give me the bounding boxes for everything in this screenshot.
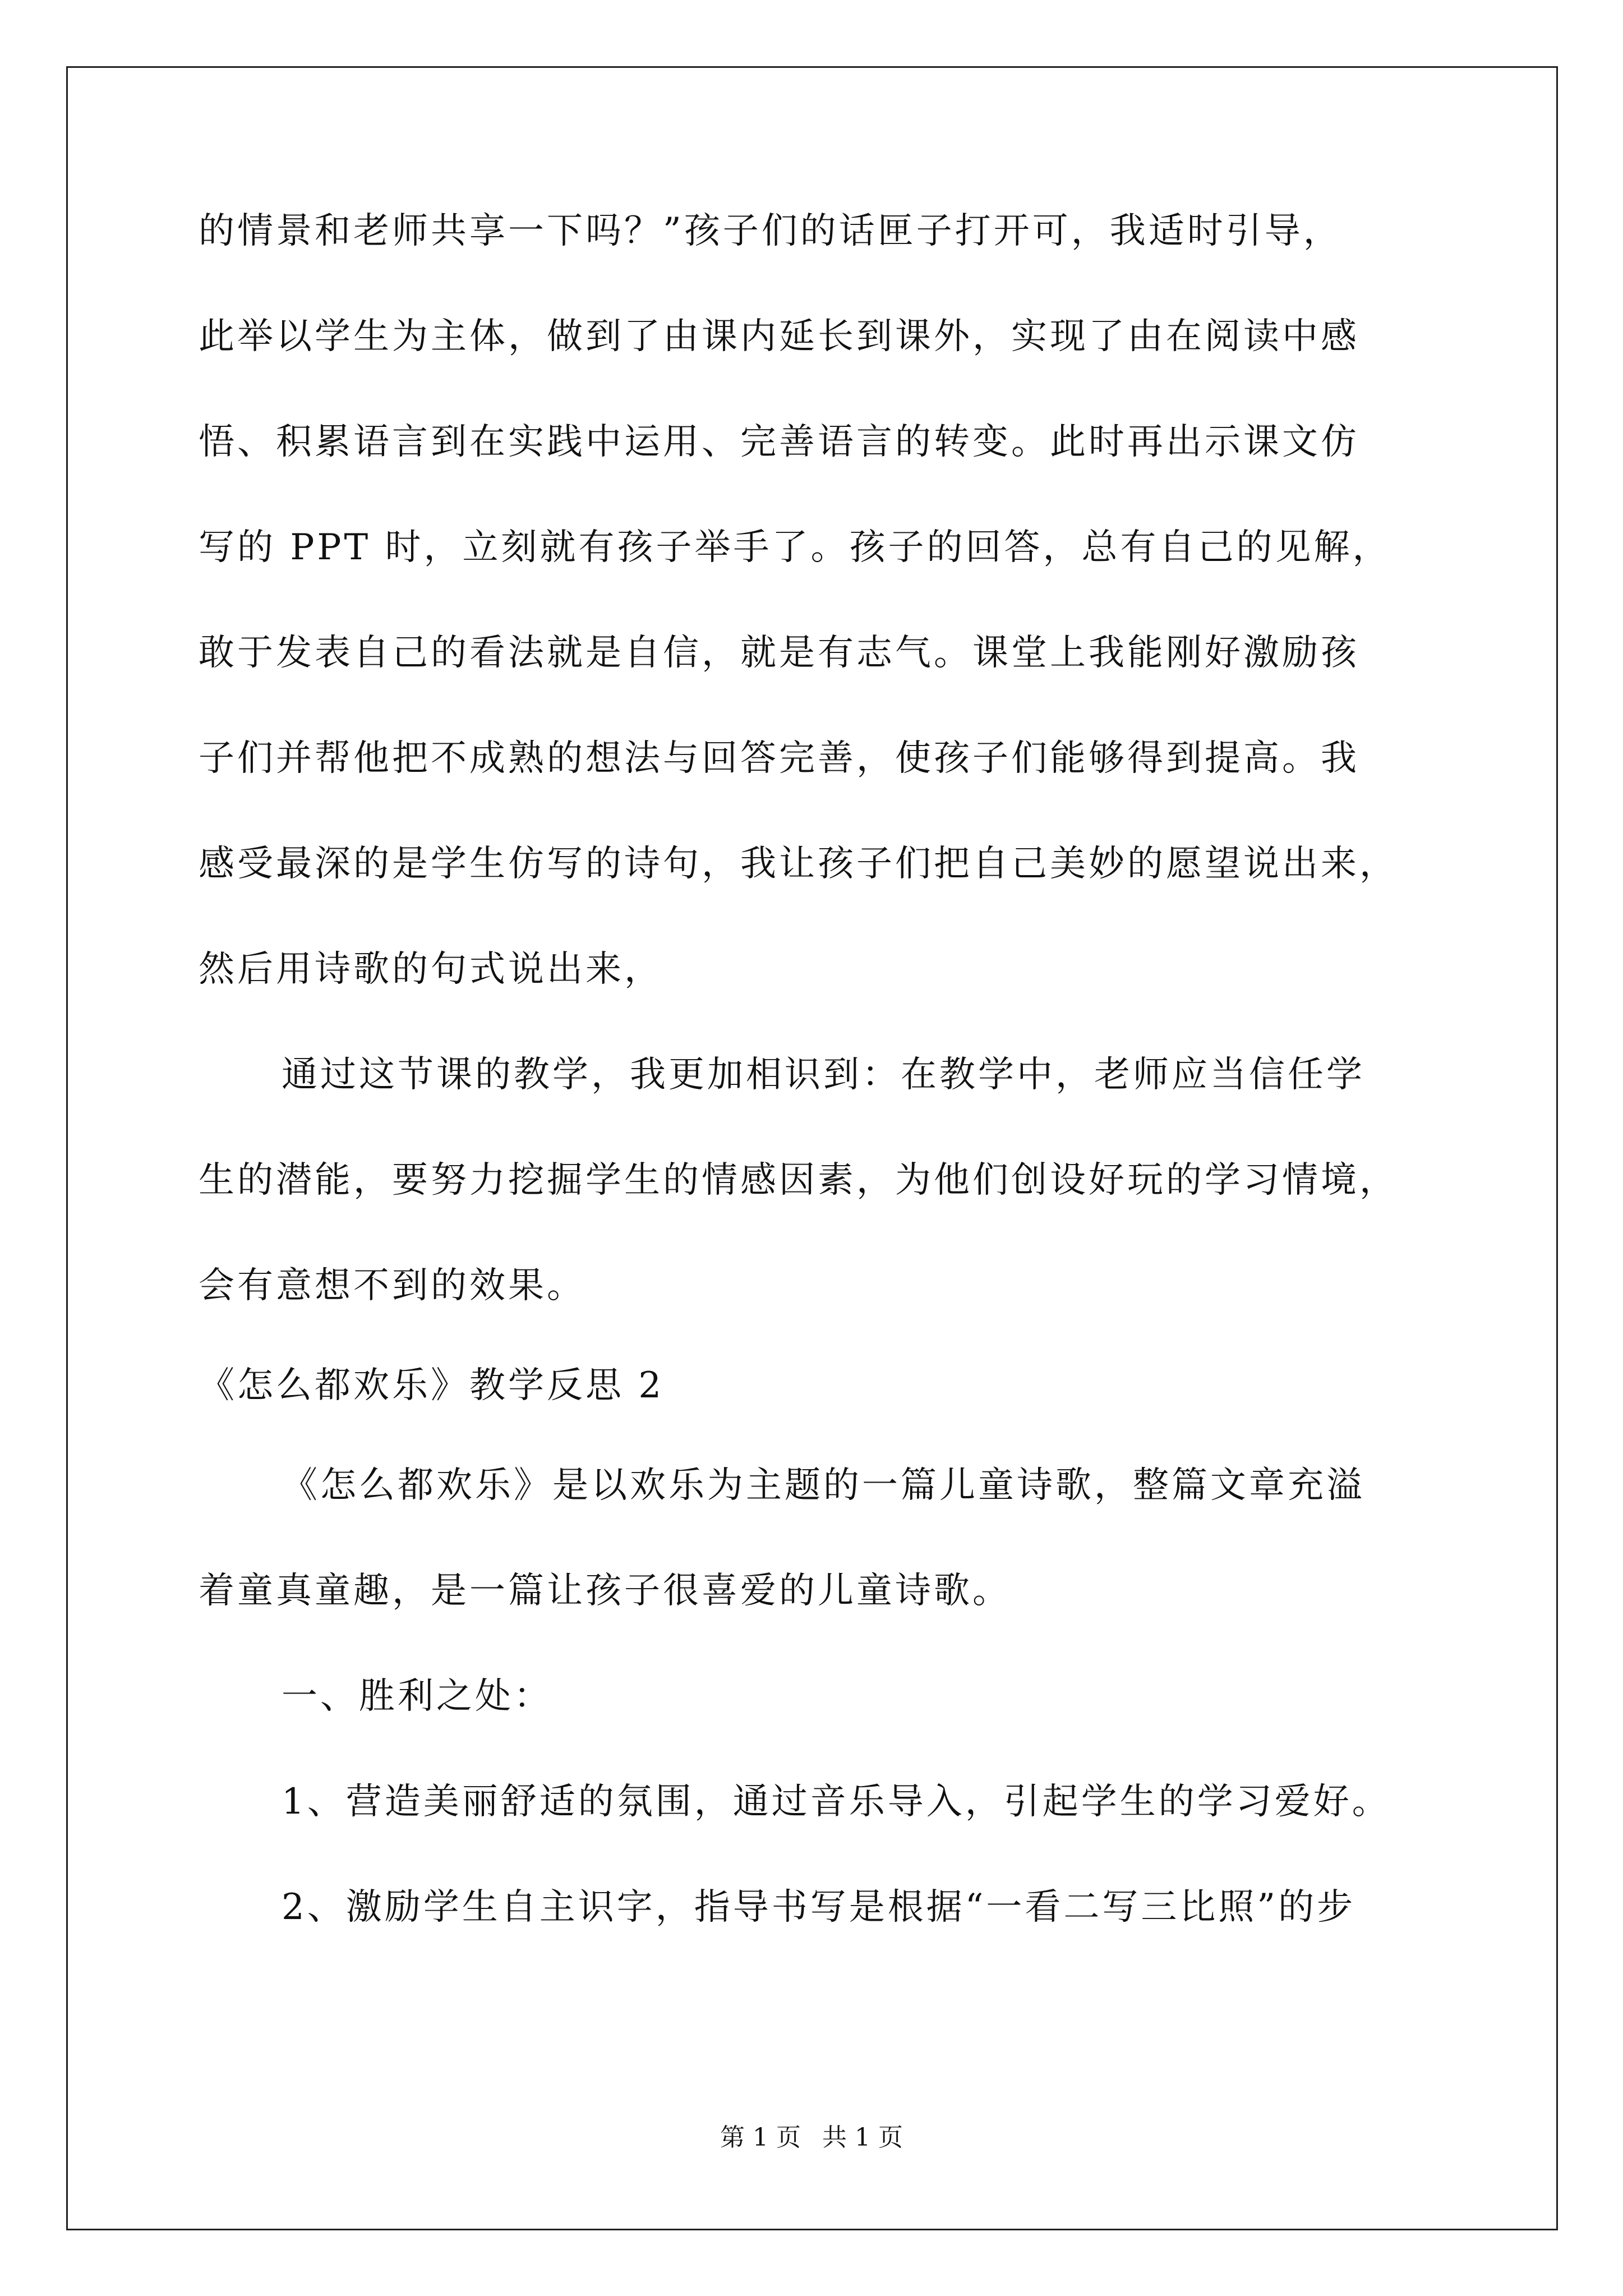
paragraph-line: 子们并帮他把不成熟的想法与回答完善，使孩子们能够得到提高。我 xyxy=(199,738,1359,779)
paragraph-line: 的情景和老师共享一下吗？”孩子们的话匣子打开可，我适时引导， xyxy=(199,210,1342,252)
page-footer xyxy=(0,2122,1623,2154)
paragraph-line: 悟、积累语言到在实践中运用、完善语言的转变。此时再出示课文仿 xyxy=(199,421,1359,463)
paragraph-line: 通过这节课的教学，我更加相识到：在教学中，老师应当信任学 xyxy=(282,1054,1365,1096)
section-heading: 《怎么都欢乐》教学反思 2 xyxy=(199,1365,665,1406)
paragraph-line: 《怎么都欢乐》是以欢乐为主题的一篇儿童诗歌，整篇文章充溢 xyxy=(282,1465,1365,1506)
paragraph-line: 会有意想不到的效果。 xyxy=(199,1265,585,1306)
paragraph-line: 此举以学生为主体，做到了由课内延长到课外，实现了由在阅读中感 xyxy=(199,316,1359,357)
paragraph-line: 敢于发表自己的看法就是自信，就是有志气。课堂上我能刚好激励孩 xyxy=(199,632,1359,674)
paragraph-line: 感受最深的是学生仿写的诗句，我让孩子们把自己美妙的愿望说出来， xyxy=(199,843,1398,885)
paragraph-line: 写的 PPT 时，立刻就有孩子举手了。孩子的回答，总有自己的见解， xyxy=(199,527,1391,568)
list-item: 1、营造美丽舒适的氛围，通过音乐导入，引起学生的学习爱好。 xyxy=(282,1781,1391,1823)
paragraph-line: 然后用诗歌的句式说出来， xyxy=(199,949,663,990)
paragraph-line: 着童真童趣，是一篇让孩子很喜爱的儿童诗歌。 xyxy=(199,1570,1011,1612)
list-heading: 一、胜利之处： xyxy=(282,1676,552,1717)
paragraph-line: 生的潜能，要努力挖掘学生的情感因素，为他们创设好玩的学习情境， xyxy=(199,1159,1398,1201)
list-item: 2、激励学生自主识字，指导书写是根据“一看二写三比照”的步 xyxy=(282,1887,1356,1928)
page-total: 共 1 页 xyxy=(822,2123,903,2152)
page-number: 第 1 页 xyxy=(720,2123,801,2152)
